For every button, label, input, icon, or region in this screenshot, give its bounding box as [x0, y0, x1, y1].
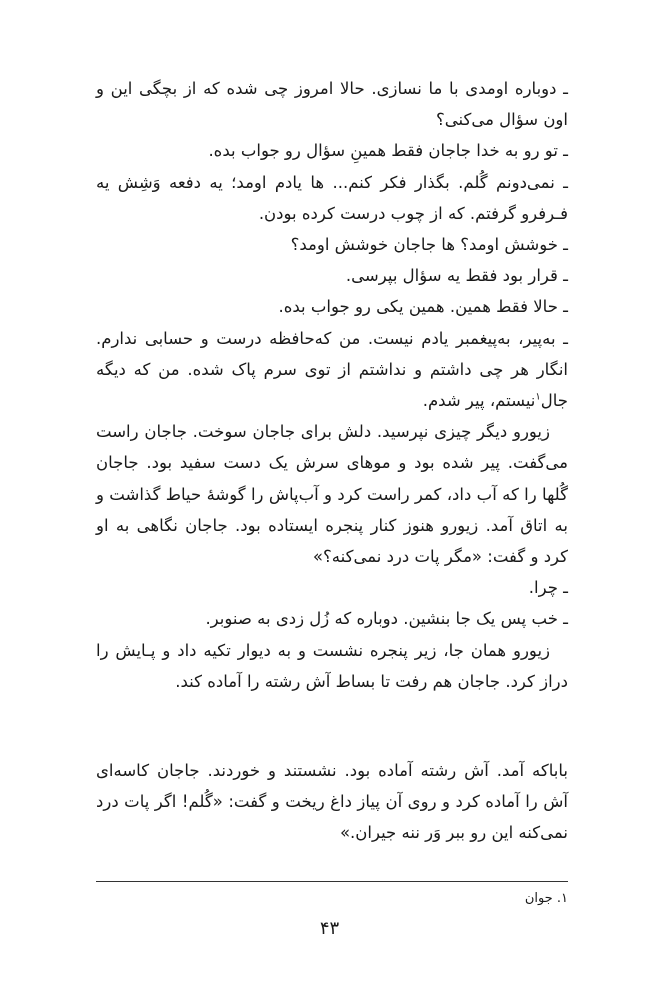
- footnote-marker: ۱.: [556, 891, 568, 906]
- footnote-divider: [96, 881, 568, 882]
- dialogue-line: ـ دوباره اومدی با ما نسازی. حالا امروز چی شده که از بچگی این و اون سؤال می‌کنی؟: [96, 79, 568, 130]
- dialogue-line-with-footnote: [96, 323, 568, 417]
- narrative-paragraph: زیورو همان جا، زیر پنجره نشست و به دیوار تکیه داد و پـایش را دراز کرد. جاجان هم رفت تا بساط آش رشته را آماده کند.: [96, 640, 568, 691]
- main-text-section: [96, 73, 568, 697]
- dialogue-line: ـ چرا.: [528, 578, 568, 598]
- page-number: ۴۳: [319, 918, 340, 939]
- narrative-paragraph: باباکه آمد. آش رشته آماده بود. نشستند و خوردند. جاجان کاسه‌ای آش را آماده کرد و روی آن پیاز داغ ریخت و گفت: «گُلم! اگر پات درد نمی‌کنه این رو ببر وَر ننه جیران.»: [96, 761, 568, 843]
- footnote-reference: ۱: [535, 391, 541, 403]
- footnote: [525, 890, 568, 908]
- dialogue-text: نیستم، پیر شدم.: [422, 391, 536, 411]
- footnote-text: جوان: [524, 891, 553, 906]
- dialogue-line: ـ حالا فقط همین. همین یکی رو جواب بده.: [278, 297, 568, 317]
- section-after-break: [96, 755, 568, 849]
- dialogue-line: ـ نمی‌دونم گُلم. بگذار فکر کنم... ها یادم اومد؛ یه دفعه وَشِش یه فـرفرو گرفتم. که از چوب درست کرده بودن.: [96, 172, 568, 223]
- dialogue-line: ـ خب پس یک جا بنشین. دوباره که زُل زدی به صنوبر.: [205, 609, 568, 629]
- dialogue-text: ـ به‌پیر، به‌پیغمبر یادم نیست. من که‌حافظه‌ درست و حسابی ندارم. انگار هر چی داشتم و نداشتم از توی سرم پاک شده. من که دیگه جال: [96, 328, 568, 411]
- dialogue-line: ـ تو رو به خدا جاجان فقط همینِ سؤال رو جواب بده.: [208, 141, 568, 161]
- dialogue-line: ـ قرار بود فقط یه سؤال بپرسی.: [345, 266, 568, 286]
- dialogue-line: ـ خوشش اومد؟ ها جاجان خوشش اومد؟: [290, 235, 568, 255]
- narrative-paragraph: زیورو دیگر چیزی نپرسید. دلش برای جاجان سوخت. جاجان راست می‌گفت. پیر شده بود و موهای سرش یک دست سفید بود. جاجان گُلها را که آب داد، کمر راست کرد و آب‌پاش را گوشهٔ حیاط گذاشت و به اتاق آمد. زیورو هنوز کنار پنجره ایستاده بود. جاجان نگاهی به او کرد و گفت: «مگر پات درد نمی‌کنه؟»: [96, 422, 568, 567]
